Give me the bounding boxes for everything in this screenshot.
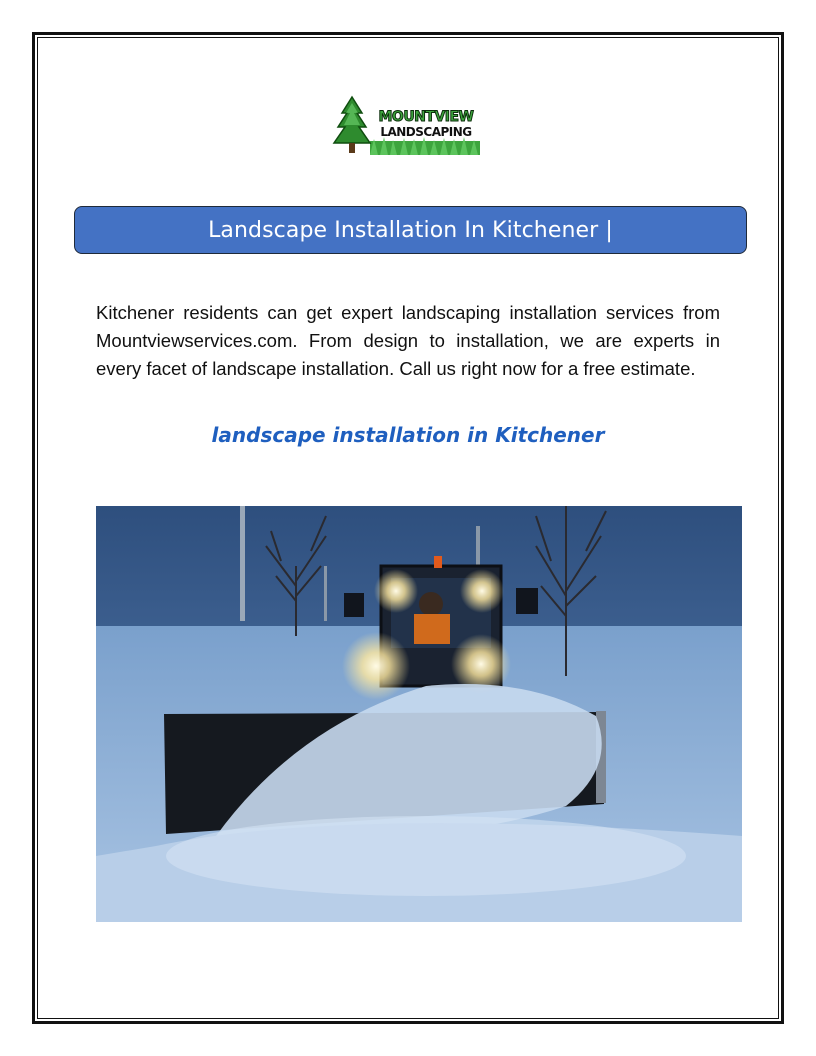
logo-line-2: LANDSCAPING [380, 125, 472, 139]
description-paragraph: Kitchener residents can get expert landscaping installation services from Mountviewservices.com. From design to installation, we are experts in every facet of landscape installation. Call us right now for a free estimate. [96, 302, 720, 379]
page-title: Landscape Installation In Kitchener | [208, 217, 613, 243]
mountview-logo [330, 95, 482, 159]
title-banner [74, 206, 747, 254]
snow-plow-photo [96, 506, 742, 922]
landscape-installation-link[interactable]: landscape installation in Kitchener [211, 423, 605, 447]
logo-line-1: MOUNTVIEW [378, 109, 474, 125]
pine-tree-icon [334, 97, 370, 153]
